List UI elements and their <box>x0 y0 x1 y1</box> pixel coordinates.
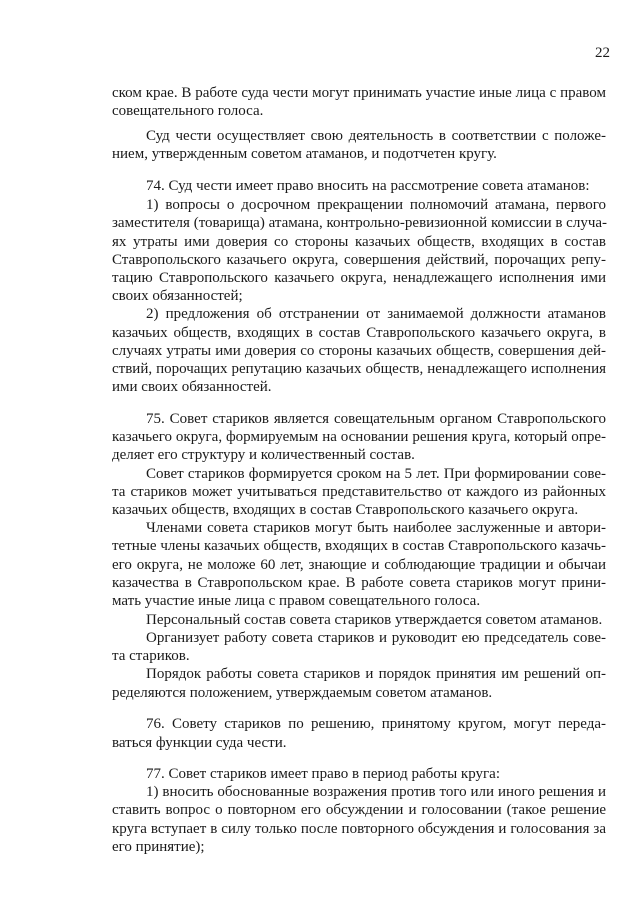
text-line: нием, утвержденным советом атаманов, и подотчетен кругу. <box>112 146 497 162</box>
text-line: круга вступает в силу только после повторного обсуждения и голосования за <box>112 821 606 837</box>
text-line: ставить вопрос о повторном его обсуждении и голосовании (такое решение <box>112 802 606 818</box>
text-line: казачества в Ставропольском крае. В работе совета стариков могут прини- <box>112 575 606 591</box>
text-line: Членами совета стариков могут быть наиболее заслуженные и автори- <box>146 520 606 536</box>
text-line: мать участие иные лица с правом совещательного голоса. <box>112 593 481 609</box>
text-line: 2) предложения об отстранении от занимаемой должности атаманов <box>146 306 606 322</box>
text-line: Порядок работы совета стариков и порядок принятия им решений оп- <box>146 666 606 682</box>
text-line: совещательного голоса. <box>112 103 264 119</box>
text-line: 77. Совет стариков имеет право в период работы круга: <box>146 766 500 782</box>
text-line: казачьих обществ, входящих в состав Ставропольского казачьего округа, в <box>112 325 606 341</box>
text-line: своих обязанностей; <box>112 288 243 304</box>
text-line: казачьего округа, формируемым на основании решения круга, который опре- <box>112 429 606 445</box>
text-line: та стариков может учитываться представительство от каждого из районных <box>112 484 606 500</box>
text-line: Персональный состав совета стариков утверждается советом атаманов. <box>146 612 603 628</box>
text-line: ими своих обязанностей. <box>112 379 272 395</box>
text-line: 1) вносить обоснованные возражения против того или иного решения и <box>146 784 606 800</box>
text-line: 76. Совету стариков по решению, принятому кругом, могут переда- <box>146 716 606 732</box>
text-line: ваться функции суда чести. <box>112 735 287 751</box>
text-line: ствий, порочащих репутацию казачьих обществ, ненадлежащего исполнения <box>112 361 606 377</box>
text-line: та стариков. <box>112 648 190 664</box>
text-line: 74. Суд чести имеет право вносить на рассмотрение совета атаманов: <box>146 178 590 194</box>
text-line: деляет его структуру и количественный состав. <box>112 447 415 463</box>
text-line: ском крае. В работе суда чести могут принимать участие иные лица с правом <box>112 85 606 101</box>
text-line: заместителя (товарища) атамана, контрольно-ревизионной комиссии в случа- <box>112 215 608 231</box>
text-line: Ставропольского казачьего округа, совершения действий, порочащих репу- <box>112 252 606 268</box>
text-line: ределяются положением, утверждаемым советом атаманов. <box>112 685 493 701</box>
text-line: Совет стариков формируется сроком на 5 лет. При формировании сове- <box>146 466 606 482</box>
text-line: ях утраты ими доверия со стороны казачьих обществ, входящих в состав <box>112 234 606 250</box>
text-line: 75. Совет стариков является совещательным органом Ставропольского <box>146 411 606 427</box>
text-line: 1) вопросы о досрочном прекращении полномочий атамана, первого <box>146 197 606 213</box>
text-line: его принятие); <box>112 839 205 855</box>
text-line: тетные члены казачьих обществ, входящих в состав Ставропольского казачь- <box>112 538 606 554</box>
text-line: его округа, не моложе 60 лет, знающие и соблюдающие традиции и обычаи <box>112 557 606 573</box>
text-line: казачьих обществ, входящих в состав Ставропольского казачьего округа. <box>112 502 579 518</box>
text-line: Организует работу совета стариков и руководит ею председатель сове- <box>146 630 606 646</box>
text-line: тацию Ставропольского казачьего округа, ненадлежащего исполнения ими <box>112 270 606 286</box>
text-line: случаях утраты ими доверия со стороны казачьих обществ, совершения дей- <box>112 343 606 359</box>
page-number: 22 <box>595 45 610 61</box>
text-line: Суд чести осуществляет свою деятельность в соответствии с положе- <box>146 128 606 144</box>
